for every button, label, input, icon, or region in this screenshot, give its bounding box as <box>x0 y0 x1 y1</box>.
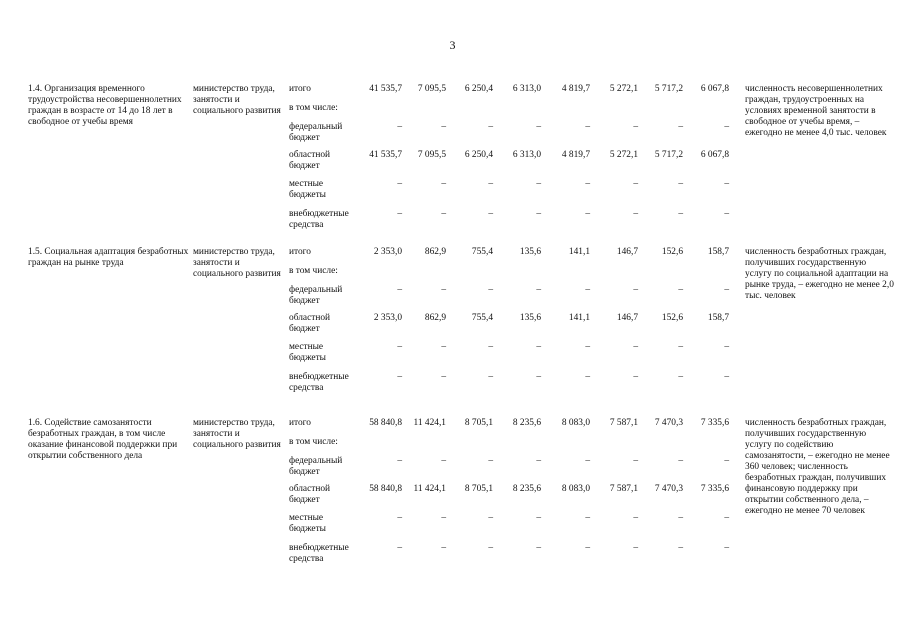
funding-value: – <box>724 372 729 382</box>
funding-value: 146,7 <box>616 313 638 323</box>
funding-value: 7 470,3 <box>654 418 683 428</box>
funding-value: – <box>633 372 638 382</box>
funding-value: – <box>585 513 590 523</box>
funding-value: 141,1 <box>568 247 590 257</box>
funding-value: 6 313,0 <box>512 150 541 160</box>
funding-value: – <box>536 372 541 382</box>
funding-value: – <box>633 543 638 553</box>
funding-value: 7 470,3 <box>654 484 683 494</box>
funding-value: – <box>585 122 590 132</box>
executor-name: министерство труда, занятости и социального развития <box>193 418 281 450</box>
funding-value: – <box>488 285 493 295</box>
funding-value: – <box>441 285 446 295</box>
funding-value: – <box>397 342 402 352</box>
funding-value: 7 335,6 <box>700 418 729 428</box>
funding-value: – <box>441 209 446 219</box>
funding-value: – <box>441 456 446 466</box>
funding-value: – <box>488 372 493 382</box>
funding-value: 6 250,4 <box>464 150 493 160</box>
funding-value: – <box>633 513 638 523</box>
funding-source: итого <box>289 84 311 94</box>
funding-value: – <box>678 179 683 189</box>
funding-value: – <box>441 342 446 352</box>
funding-value: 5 717,2 <box>654 150 683 160</box>
funding-value: – <box>633 342 638 352</box>
funding-value: – <box>678 209 683 219</box>
funding-value: – <box>397 209 402 219</box>
funding-value: 5 272,1 <box>609 150 638 160</box>
target-indicator: численность несовершеннолетних граждан, трудоустроенных на условиях временной занятости в свободное от учебы время, – ежегодно не менее 4,0 тыс. человек <box>745 84 887 138</box>
funding-value: – <box>397 456 402 466</box>
funding-value: 135,6 <box>519 247 541 257</box>
funding-value: 146,7 <box>616 247 638 257</box>
funding-value: – <box>441 179 446 189</box>
funding-value: – <box>397 179 402 189</box>
funding-value: 2 353,0 <box>373 247 402 257</box>
funding-value: 6 250,4 <box>464 84 493 94</box>
funding-value: 8 705,1 <box>464 484 493 494</box>
target-indicator: численность безработных граждан, получивших государственную услугу по содействию самозанятости, – ежегодно не менее 360 человек; численность безработных граждан, получивших финансовую поддержку при открытии собственного дела, – ежегодно не менее 70 человек <box>745 418 890 516</box>
funding-value: – <box>585 342 590 352</box>
funding-value: – <box>536 122 541 132</box>
funding-value: – <box>585 179 590 189</box>
funding-value: – <box>536 179 541 189</box>
funding-value: – <box>397 513 402 523</box>
funding-value: – <box>536 209 541 219</box>
funding-value: – <box>536 285 541 295</box>
funding-value: 8 083,0 <box>561 418 590 428</box>
funding-value: 152,6 <box>661 247 683 257</box>
funding-value: – <box>488 179 493 189</box>
funding-value: – <box>397 285 402 295</box>
funding-value: 5 272,1 <box>609 84 638 94</box>
funding-value: – <box>441 122 446 132</box>
funding-value: 7 587,1 <box>609 418 638 428</box>
funding-value: 4 819,7 <box>561 150 590 160</box>
funding-value: 41 535,7 <box>369 150 402 160</box>
funding-source: местные бюджеты <box>289 179 326 200</box>
funding-value: – <box>633 209 638 219</box>
funding-value: – <box>488 122 493 132</box>
funding-source: местные бюджеты <box>289 342 326 363</box>
funding-value: – <box>585 543 590 553</box>
funding-value: – <box>441 513 446 523</box>
funding-value: – <box>678 543 683 553</box>
funding-source: местные бюджеты <box>289 513 326 534</box>
funding-value: – <box>585 372 590 382</box>
funding-value: – <box>724 285 729 295</box>
funding-value: 755,4 <box>471 313 493 323</box>
funding-value: 11 424,1 <box>413 418 446 428</box>
funding-value: 158,7 <box>707 313 729 323</box>
executor-name: министерство труда, занятости и социального развития <box>193 247 281 279</box>
funding-value: – <box>488 513 493 523</box>
funding-value: – <box>536 342 541 352</box>
funding-source: областной бюджет <box>289 484 331 505</box>
funding-value: – <box>536 543 541 553</box>
funding-value: – <box>678 122 683 132</box>
funding-value: 58 840,8 <box>369 418 402 428</box>
funding-value: 152,6 <box>661 313 683 323</box>
funding-value: 862,9 <box>424 247 446 257</box>
funding-value: – <box>724 179 729 189</box>
measure-title: 1.6. Содействие самозанятости безработных граждан, в том числе оказание финансовой поддержки при открытии собственного дела <box>28 418 178 461</box>
funding-source: федеральный бюджет <box>289 122 343 143</box>
funding-value: 8 705,1 <box>464 418 493 428</box>
target-indicator: численность безработных граждан, получивших государственную услугу по социальной адаптации на рынке труда, – ежегодно не менее 2,0 тыс. человек <box>745 247 894 301</box>
funding-value: – <box>724 543 729 553</box>
funding-source: федеральный бюджет <box>289 285 343 306</box>
funding-value: – <box>397 372 402 382</box>
measure-title: 1.4. Организация временного трудоустройства несовершеннолетних граждан в возрасте от 14 до 18 лет в свободное от учебы время <box>28 84 182 127</box>
funding-value: – <box>633 122 638 132</box>
funding-value: – <box>536 513 541 523</box>
funding-value: – <box>488 342 493 352</box>
funding-value: – <box>633 179 638 189</box>
funding-value: – <box>397 122 402 132</box>
funding-value: 6 067,8 <box>700 150 729 160</box>
funding-source: внебюджетные средства <box>289 209 349 230</box>
funding-value: 7 335,6 <box>700 484 729 494</box>
funding-source: внебюджетные средства <box>289 543 349 564</box>
funding-value: 862,9 <box>424 313 446 323</box>
funding-value: 135,6 <box>519 313 541 323</box>
funding-value: – <box>488 209 493 219</box>
funding-value: – <box>585 285 590 295</box>
funding-value: – <box>441 372 446 382</box>
funding-value: 4 819,7 <box>561 84 590 94</box>
funding-value: – <box>488 456 493 466</box>
funding-value: 11 424,1 <box>413 484 446 494</box>
measure-title: 1.5. Социальная адаптация безработных граждан на рынке труда <box>28 247 189 268</box>
funding-source: итого <box>289 247 311 257</box>
funding-source: в том числе: <box>289 103 338 113</box>
funding-value: – <box>488 543 493 553</box>
funding-source: в том числе: <box>289 437 338 447</box>
funding-source: в том числе: <box>289 266 338 276</box>
executor-name: министерство труда, занятости и социального развития <box>193 84 281 116</box>
funding-value: – <box>678 342 683 352</box>
funding-value: – <box>724 209 729 219</box>
funding-value: 7 095,5 <box>417 84 446 94</box>
funding-value: – <box>678 372 683 382</box>
page-number: 3 <box>449 38 456 52</box>
funding-source: областной бюджет <box>289 150 331 171</box>
funding-source: итого <box>289 418 311 428</box>
funding-value: – <box>678 513 683 523</box>
funding-value: 6 313,0 <box>512 84 541 94</box>
funding-value: 8 235,6 <box>512 418 541 428</box>
funding-value: 7 095,5 <box>417 150 446 160</box>
funding-value: – <box>441 543 446 553</box>
funding-value: 7 587,1 <box>609 484 638 494</box>
funding-value: – <box>678 285 683 295</box>
funding-value: 58 840,8 <box>369 484 402 494</box>
funding-value: 41 535,7 <box>369 84 402 94</box>
funding-value: 158,7 <box>707 247 729 257</box>
funding-value: – <box>585 209 590 219</box>
funding-value: 141,1 <box>568 313 590 323</box>
funding-value: 755,4 <box>471 247 493 257</box>
funding-source: областной бюджет <box>289 313 331 334</box>
funding-value: 8 083,0 <box>561 484 590 494</box>
funding-value: – <box>724 342 729 352</box>
funding-value: 8 235,6 <box>512 484 541 494</box>
funding-value: 5 717,2 <box>654 84 683 94</box>
funding-value: 6 067,8 <box>700 84 729 94</box>
funding-value: – <box>633 456 638 466</box>
funding-value: – <box>536 456 541 466</box>
funding-value: 2 353,0 <box>373 313 402 323</box>
funding-value: – <box>724 122 729 132</box>
funding-value: – <box>724 513 729 523</box>
funding-value: – <box>678 456 683 466</box>
funding-source: федеральный бюджет <box>289 456 343 477</box>
funding-value: – <box>724 456 729 466</box>
funding-value: – <box>397 543 402 553</box>
funding-source: внебюджетные средства <box>289 372 349 393</box>
funding-value: – <box>633 285 638 295</box>
funding-value: – <box>585 456 590 466</box>
